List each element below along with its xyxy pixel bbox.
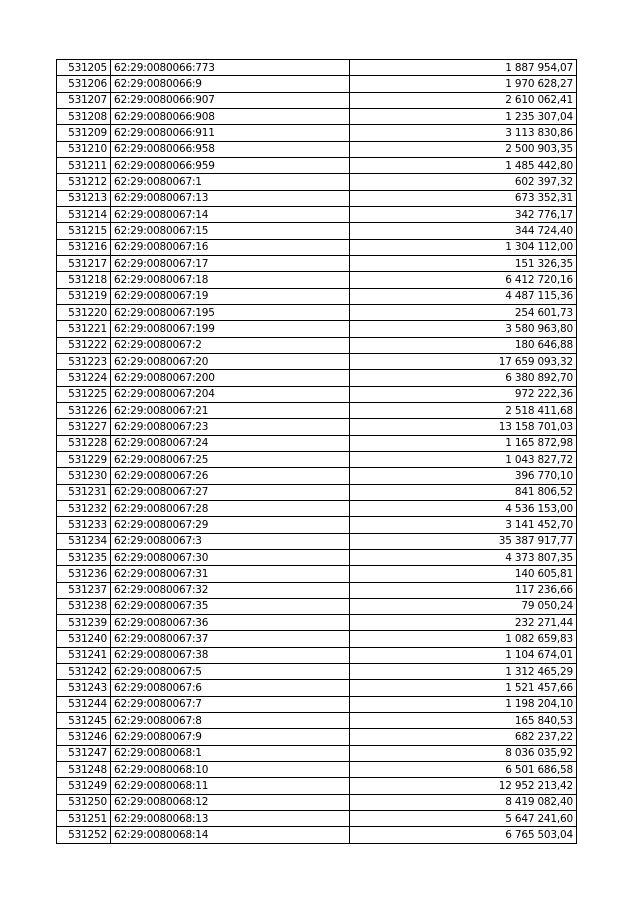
cadastral-value-cell: 79 050,24 xyxy=(350,598,577,614)
row-number-cell: 531226 xyxy=(57,402,111,418)
table-row xyxy=(57,435,577,451)
cadastral-number-cell: 62:29:0080067:21 xyxy=(111,402,350,418)
table-row xyxy=(57,451,577,467)
cadastral-value-cell: 1 165 872,98 xyxy=(350,435,577,451)
row-number-cell: 531207 xyxy=(57,92,111,108)
row-number-cell: 531220 xyxy=(57,304,111,320)
row-number-cell: 531244 xyxy=(57,696,111,712)
row-number-cell: 531238 xyxy=(57,598,111,614)
row-number-cell: 531209 xyxy=(57,125,111,141)
table-row xyxy=(57,484,577,500)
cadastral-value-cell: 35 387 917,77 xyxy=(350,533,577,549)
row-number-cell: 531243 xyxy=(57,680,111,696)
table-row xyxy=(57,745,577,761)
cadastral-value-cell: 602 397,32 xyxy=(350,174,577,190)
cadastral-value-cell: 151 326,35 xyxy=(350,255,577,271)
cadastral-value-cell: 673 352,31 xyxy=(350,190,577,206)
cadastral-number-cell: 62:29:0080067:1 xyxy=(111,174,350,190)
cadastral-value-cell: 1 312 465,29 xyxy=(350,664,577,680)
row-number-cell: 531227 xyxy=(57,419,111,435)
cadastral-number-cell: 62:29:0080067:15 xyxy=(111,223,350,239)
cadastral-value-cell: 2 518 411,68 xyxy=(350,402,577,418)
cadastral-number-cell: 62:29:0080067:200 xyxy=(111,370,350,386)
cadastral-number-cell: 62:29:0080066:911 xyxy=(111,125,350,141)
table-row xyxy=(57,190,577,206)
cadastral-number-cell: 62:29:0080066:9 xyxy=(111,76,350,92)
row-number-cell: 531214 xyxy=(57,206,111,222)
cadastral-value-cell: 6 412 720,16 xyxy=(350,272,577,288)
cadastral-number-cell: 62:29:0080067:30 xyxy=(111,549,350,565)
row-number-cell: 531218 xyxy=(57,272,111,288)
cadastral-value-cell: 682 237,22 xyxy=(350,729,577,745)
table-row xyxy=(57,174,577,190)
row-number-cell: 531230 xyxy=(57,468,111,484)
cadastral-number-cell: 62:29:0080067:8 xyxy=(111,713,350,729)
table-row xyxy=(57,533,577,549)
row-number-cell: 531235 xyxy=(57,549,111,565)
row-number-cell: 531246 xyxy=(57,729,111,745)
table-body xyxy=(57,60,577,844)
cadastral-value-cell: 1 304 112,00 xyxy=(350,239,577,255)
table-row xyxy=(57,304,577,320)
cadastral-value-cell: 180 646,88 xyxy=(350,337,577,353)
row-number-cell: 531213 xyxy=(57,190,111,206)
cadastral-value-cell: 232 271,44 xyxy=(350,615,577,631)
table-row xyxy=(57,811,577,827)
table-row xyxy=(57,468,577,484)
row-number-cell: 531232 xyxy=(57,500,111,516)
row-number-cell: 531239 xyxy=(57,615,111,631)
cadastral-value-cell: 2 500 903,35 xyxy=(350,141,577,157)
table-row xyxy=(57,680,577,696)
table-row xyxy=(57,500,577,516)
row-number-cell: 531206 xyxy=(57,76,111,92)
row-number-cell: 531231 xyxy=(57,484,111,500)
cadastral-number-cell: 62:29:0080067:35 xyxy=(111,598,350,614)
table-row xyxy=(57,386,577,402)
cadastral-number-cell: 62:29:0080066:959 xyxy=(111,157,350,173)
row-number-cell: 531234 xyxy=(57,533,111,549)
cadastral-value-cell: 6 765 503,04 xyxy=(350,827,577,843)
table-row xyxy=(57,141,577,157)
table-row xyxy=(57,206,577,222)
cadastral-number-cell: 62:29:0080067:28 xyxy=(111,500,350,516)
table-row xyxy=(57,419,577,435)
cadastral-value-cell: 4 536 153,00 xyxy=(350,500,577,516)
table-row xyxy=(57,353,577,369)
cadastral-number-cell: 62:29:0080067:9 xyxy=(111,729,350,745)
cadastral-number-cell: 62:29:0080067:195 xyxy=(111,304,350,320)
cadastral-number-cell: 62:29:0080067:36 xyxy=(111,615,350,631)
table-row xyxy=(57,778,577,794)
cadastral-value-cell: 344 724,40 xyxy=(350,223,577,239)
cadastral-number-cell: 62:29:0080067:17 xyxy=(111,255,350,271)
cadastral-number-cell: 62:29:0080066:958 xyxy=(111,141,350,157)
cadastral-number-cell: 62:29:0080067:25 xyxy=(111,451,350,467)
table-row xyxy=(57,827,577,843)
cadastral-value-cell: 396 770,10 xyxy=(350,468,577,484)
cadastral-value-cell: 254 601,73 xyxy=(350,304,577,320)
cadastral-value-cell: 1 887 954,07 xyxy=(350,60,577,76)
cadastral-number-cell: 62:29:0080067:5 xyxy=(111,664,350,680)
cadastral-value-cell: 17 659 093,32 xyxy=(350,353,577,369)
cadastral-number-cell: 62:29:0080067:6 xyxy=(111,680,350,696)
table-row xyxy=(57,157,577,173)
cadastral-value-cell: 3 580 963,80 xyxy=(350,321,577,337)
row-number-cell: 531233 xyxy=(57,517,111,533)
table-row xyxy=(57,713,577,729)
row-number-cell: 531225 xyxy=(57,386,111,402)
cadastral-value-cell: 3 113 830,86 xyxy=(350,125,577,141)
row-number-cell: 531252 xyxy=(57,827,111,843)
cadastral-value-cell: 13 158 701,03 xyxy=(350,419,577,435)
row-number-cell: 531228 xyxy=(57,435,111,451)
table-row xyxy=(57,402,577,418)
cadastral-value-cell: 4 373 807,35 xyxy=(350,549,577,565)
cadastral-value-cell: 1 043 827,72 xyxy=(350,451,577,467)
cadastral-value-cell: 1 235 307,04 xyxy=(350,108,577,124)
row-number-cell: 531229 xyxy=(57,451,111,467)
cadastral-number-cell: 62:29:0080067:204 xyxy=(111,386,350,402)
table-row xyxy=(57,92,577,108)
table-row xyxy=(57,566,577,582)
cadastral-value-cell: 1 104 674,01 xyxy=(350,647,577,663)
row-number-cell: 531236 xyxy=(57,566,111,582)
cadastral-value-cell: 117 236,66 xyxy=(350,582,577,598)
table-row xyxy=(57,794,577,810)
table-row xyxy=(57,696,577,712)
cadastral-value-cell: 165 840,53 xyxy=(350,713,577,729)
table-row xyxy=(57,125,577,141)
row-number-cell: 531219 xyxy=(57,288,111,304)
table-row xyxy=(57,321,577,337)
row-number-cell: 531242 xyxy=(57,664,111,680)
table-row xyxy=(57,337,577,353)
row-number-cell: 531241 xyxy=(57,647,111,663)
cadastral-number-cell: 62:29:0080068:13 xyxy=(111,811,350,827)
row-number-cell: 531223 xyxy=(57,353,111,369)
table-row xyxy=(57,255,577,271)
row-number-cell: 531224 xyxy=(57,370,111,386)
row-number-cell: 531247 xyxy=(57,745,111,761)
row-number-cell: 531251 xyxy=(57,811,111,827)
cadastral-number-cell: 62:29:0080066:908 xyxy=(111,108,350,124)
cadastral-value-cell: 8 036 035,92 xyxy=(350,745,577,761)
cadastral-number-cell: 62:29:0080067:199 xyxy=(111,321,350,337)
table-row xyxy=(57,108,577,124)
row-number-cell: 531211 xyxy=(57,157,111,173)
row-number-cell: 531240 xyxy=(57,631,111,647)
cadastral-number-cell: 62:29:0080067:16 xyxy=(111,239,350,255)
cadastral-number-cell: 62:29:0080067:3 xyxy=(111,533,350,549)
table-row xyxy=(57,223,577,239)
row-number-cell: 531210 xyxy=(57,141,111,157)
cadastral-number-cell: 62:29:0080067:2 xyxy=(111,337,350,353)
cadastral-number-cell: 62:29:0080067:31 xyxy=(111,566,350,582)
cadastral-number-cell: 62:29:0080067:23 xyxy=(111,419,350,435)
cadastral-number-cell: 62:29:0080067:37 xyxy=(111,631,350,647)
cadastral-value-cell: 5 647 241,60 xyxy=(350,811,577,827)
cadastral-number-cell: 62:29:0080067:20 xyxy=(111,353,350,369)
cadastral-value-cell: 1 521 457,66 xyxy=(350,680,577,696)
table-row xyxy=(57,370,577,386)
cadastral-value-cell: 2 610 062,41 xyxy=(350,92,577,108)
table-row xyxy=(57,76,577,92)
cadastral-number-cell: 62:29:0080068:12 xyxy=(111,794,350,810)
table-row xyxy=(57,729,577,745)
cadastral-number-cell: 62:29:0080067:29 xyxy=(111,517,350,533)
cadastral-value-cell: 1 485 442,80 xyxy=(350,157,577,173)
cadastral-value-cell: 1 198 204,10 xyxy=(350,696,577,712)
cadastral-number-cell: 62:29:0080067:7 xyxy=(111,696,350,712)
row-number-cell: 531249 xyxy=(57,778,111,794)
cadastral-value-cell: 841 806,52 xyxy=(350,484,577,500)
cadastral-value-cell: 8 419 082,40 xyxy=(350,794,577,810)
row-number-cell: 531217 xyxy=(57,255,111,271)
cadastral-number-cell: 62:29:0080066:773 xyxy=(111,60,350,76)
row-number-cell: 531215 xyxy=(57,223,111,239)
cadastral-number-cell: 62:29:0080067:26 xyxy=(111,468,350,484)
table-row xyxy=(57,664,577,680)
table-row xyxy=(57,60,577,76)
cadastral-value-cell: 1 082 659,83 xyxy=(350,631,577,647)
table-row xyxy=(57,239,577,255)
row-number-cell: 531222 xyxy=(57,337,111,353)
row-number-cell: 531216 xyxy=(57,239,111,255)
row-number-cell: 531248 xyxy=(57,762,111,778)
table-row xyxy=(57,598,577,614)
cadastral-number-cell: 62:29:0080066:907 xyxy=(111,92,350,108)
cadastral-number-cell: 62:29:0080067:38 xyxy=(111,647,350,663)
table-row xyxy=(57,582,577,598)
table-row xyxy=(57,272,577,288)
row-number-cell: 531245 xyxy=(57,713,111,729)
table-row xyxy=(57,647,577,663)
cadastral-number-cell: 62:29:0080067:32 xyxy=(111,582,350,598)
cadastral-number-cell: 62:29:0080067:24 xyxy=(111,435,350,451)
row-number-cell: 531208 xyxy=(57,108,111,124)
table-row xyxy=(57,549,577,565)
cadastral-number-cell: 62:29:0080067:14 xyxy=(111,206,350,222)
row-number-cell: 531237 xyxy=(57,582,111,598)
row-number-cell: 531212 xyxy=(57,174,111,190)
table-row xyxy=(57,631,577,647)
cadastral-value-cell: 972 222,36 xyxy=(350,386,577,402)
cadastral-value-cell: 6 501 686,58 xyxy=(350,762,577,778)
cadastral-number-cell: 62:29:0080067:27 xyxy=(111,484,350,500)
cadastral-value-cell: 4 487 115,36 xyxy=(350,288,577,304)
cadastral-value-cell: 12 952 213,42 xyxy=(350,778,577,794)
cadastral-number-cell: 62:29:0080068:10 xyxy=(111,762,350,778)
cadastral-value-cell: 342 776,17 xyxy=(350,206,577,222)
cadastral-number-cell: 62:29:0080068:1 xyxy=(111,745,350,761)
cadastral-value-cell: 1 970 628,27 xyxy=(350,76,577,92)
cadastral-value-table xyxy=(56,59,577,844)
table-row xyxy=(57,288,577,304)
table-row xyxy=(57,517,577,533)
cadastral-value-cell: 140 605,81 xyxy=(350,566,577,582)
cadastral-number-cell: 62:29:0080067:13 xyxy=(111,190,350,206)
cadastral-number-cell: 62:29:0080067:19 xyxy=(111,288,350,304)
cadastral-value-cell: 6 380 892,70 xyxy=(350,370,577,386)
cadastral-number-cell: 62:29:0080067:18 xyxy=(111,272,350,288)
table-row xyxy=(57,615,577,631)
cadastral-number-cell: 62:29:0080068:14 xyxy=(111,827,350,843)
cadastral-number-cell: 62:29:0080068:11 xyxy=(111,778,350,794)
cadastral-value-cell: 3 141 452,70 xyxy=(350,517,577,533)
table-row xyxy=(57,762,577,778)
row-number-cell: 531205 xyxy=(57,60,111,76)
row-number-cell: 531221 xyxy=(57,321,111,337)
row-number-cell: 531250 xyxy=(57,794,111,810)
